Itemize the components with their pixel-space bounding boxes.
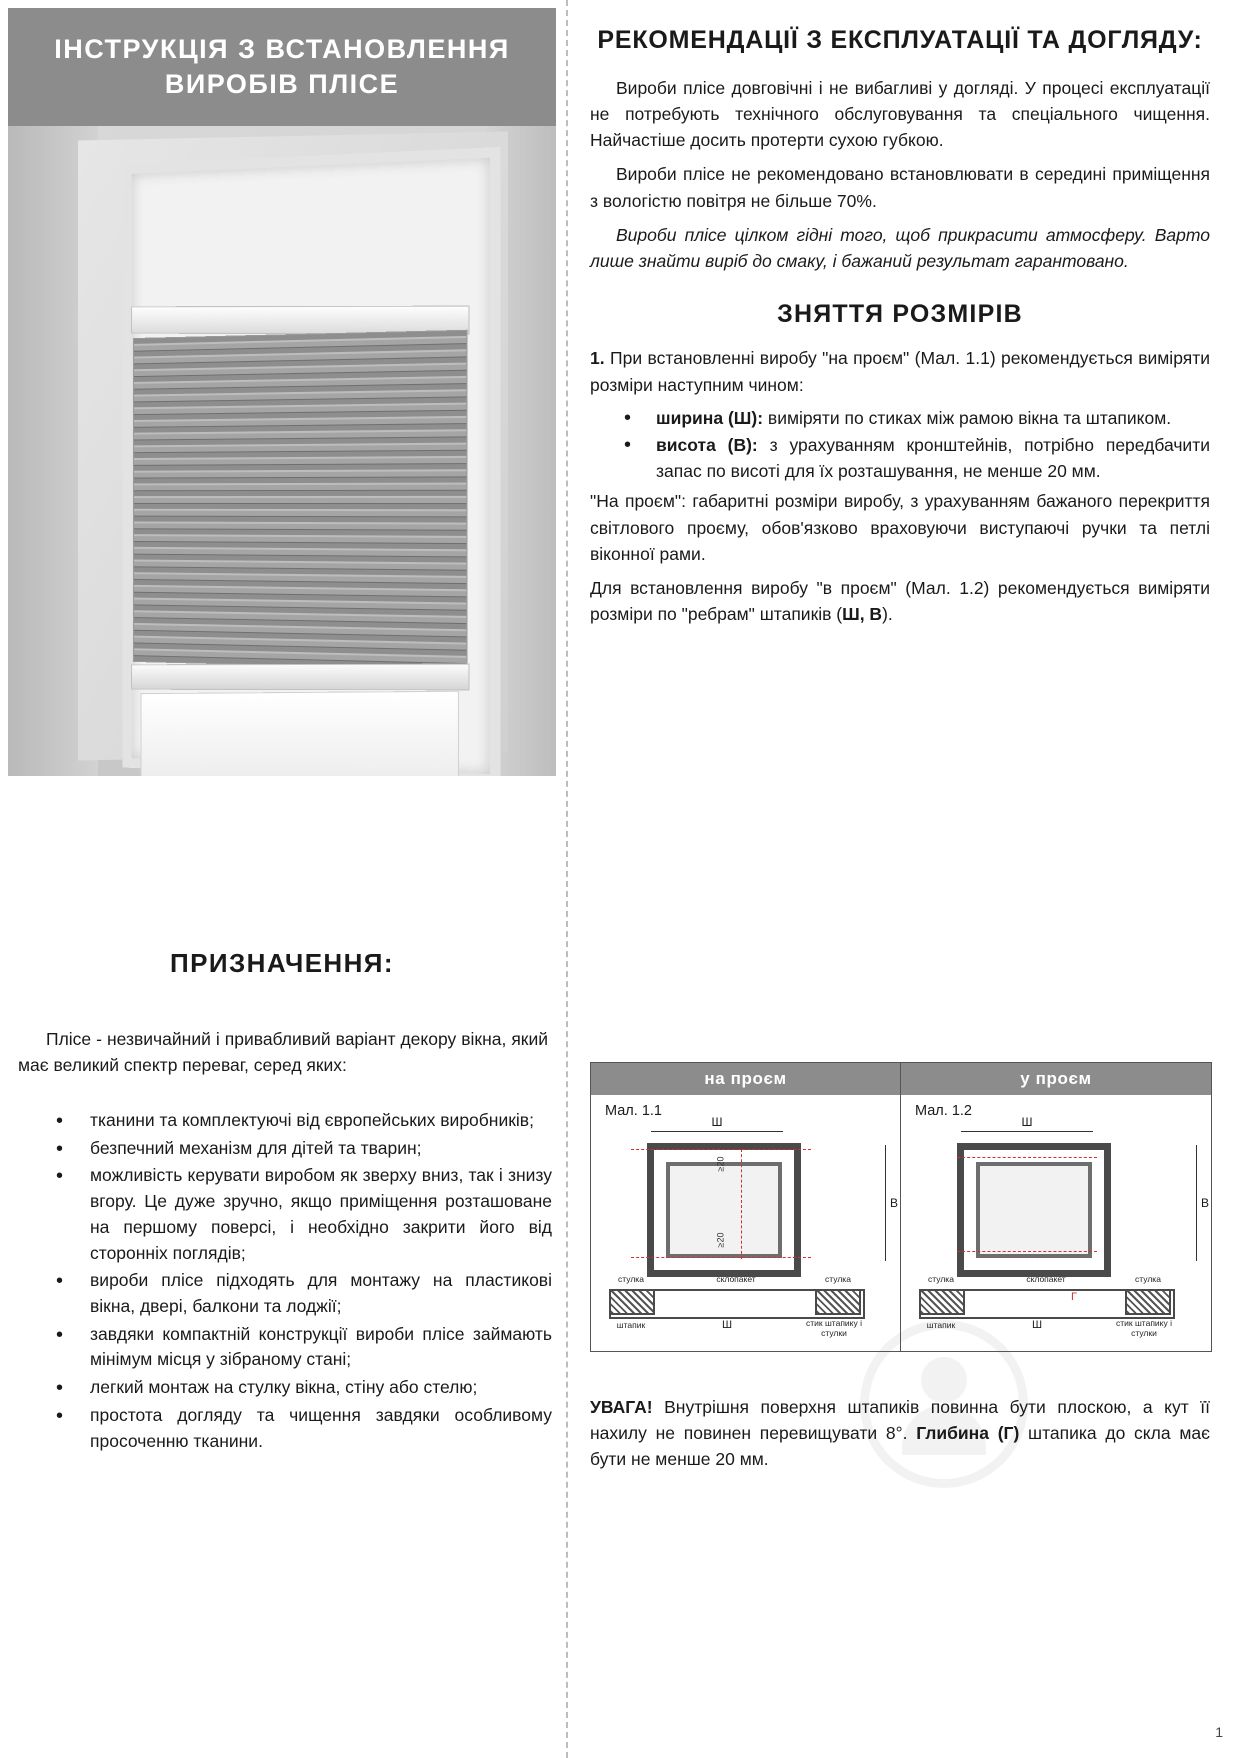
list-item: • тканини та комплектуючі від європейських виробників; [44,1108,552,1134]
measurement-intro-text: При встановленні виробу "на проєм" (Мал. 1.1) рекомендується виміряти розміри наступним чином: [590,348,1210,395]
diagram-left-body [591,1115,900,1349]
measurement-height-text: з урахуванням кронштейнів, потрібно передбачити запас по висоті для їх розташування, не менше 20 мм. [656,434,1211,481]
purpose-benefits-list [44,1108,552,1456]
diagram-note-sash-left: стулка [618,1274,644,1284]
measurement-width-text: виміряти по стиках між рамою вікна та штапиком. [763,407,1172,428]
list-item: • завдяки компактній конструкції вироби пліcе займають мінімум місця у зібраному стані; [44,1322,552,1373]
fold-line-divider [566,0,568,1758]
diagram-right-caption: Мал. 1.2 [915,1103,972,1119]
diagram-overlap-line-vertical [741,1149,742,1259]
care-paragraph-2: Вироби пліcе не рекомендовано встановлювати в середині приміщення з вологістю повітря не більше 70%. [590,164,1210,211]
diagram-right-body [901,1115,1211,1349]
list-item [590,406,1210,432]
diagram-overlap-line-top [631,1149,811,1150]
diagram-profile-hatch-left [919,1289,965,1315]
diagram-overlap-line-bottom [631,1257,811,1258]
measurement-intro [590,345,1210,398]
diagram-profile-hatch-left [609,1289,655,1315]
inframe-text-a: Для встановлення виробу "в проєм" (Мал. 1.2) рекомендується виміряти розміри по "ребрам" штапиків ( [590,578,1210,625]
attention-text-c: штапика до скла має бути не менше 20 мм. [590,1422,1211,1469]
diagram-note-glass-unit: склопакет [1026,1274,1066,1284]
attention-label: УВАГА! [590,1396,653,1417]
diagram-margin-bottom-label: ≥20 [715,1232,726,1248]
diagram-note-bead-left: штапик [616,1320,646,1330]
purpose-intro-text: Пліcе - незвичайний і привабливий варіант декору вікна, який має великий спектр переваг, серед яких: [18,1028,548,1075]
purpose-heading: ПРИЗНАЧЕННЯ: [170,948,394,978]
diagram-inner-line-top [957,1157,1097,1158]
diagram-profile-section [911,1274,1181,1343]
page-number: 1 [1215,1724,1223,1740]
photo-blind-bottom-rail [131,664,469,691]
diagram-profile-hatch-right [1125,1289,1171,1315]
list-item: • безпечний механізм для дітей та тварин; [44,1136,552,1162]
photo-window-glass [141,691,459,776]
diagram-height-label: В [890,1196,899,1210]
attention-text-a: Внутрішня поверхня штапиків повинна бути плоскою, а кут її нахилу не повинен перевищувати 8°. [590,1396,1210,1443]
right-column [590,24,1210,636]
measurements-heading: ЗНЯТТЯ РОЗМІРІВ [777,300,1023,329]
list-item: • простота догляду та чищення завдяки особливому просоченню тканини. [44,1403,552,1454]
list-item: • легкий монтаж на стулку вікна, стіну або стелю; [44,1375,552,1401]
diagram-note-width: Ш [721,1319,733,1331]
diagram-note-depth: Г [1071,1291,1077,1303]
diagram-note-glass-unit: склопакет [716,1274,756,1284]
diagram-width-dimension [961,1115,1093,1132]
diagram-inner-line-bottom [957,1251,1097,1252]
measurement-step-number: 1. [590,348,605,369]
diagram-note-bead-joint: стик штапику і стулки [1116,1318,1172,1338]
diagram-profile-section [601,1274,871,1343]
document-title-banner [8,8,556,126]
measurement-width-label: ширина (Ш): [656,407,764,428]
diagram-width-dimension [651,1115,783,1132]
care-paragraph-3: Вироби пліcе цілком гідні того, щоб прикрасити атмосферу. Варто лише знайти виріб до смаку, і бажаний результат гарантовано. [590,224,1210,271]
measurement-height-label: висота (В): [656,434,758,455]
diagram-left-header: на проєм [591,1063,900,1095]
attention-depth-bold: Глибина (Г) [916,1422,1020,1443]
attention-note [590,1394,1210,1473]
diagram-width-label: Ш [709,1115,726,1129]
measurement-paragraph-inframe [590,575,1210,628]
diagram-in-frame [901,1063,1211,1351]
list-item: • вироби пліcе підходять для монтажу на пластикові вікна, двері, балкони та лоджії; [44,1268,552,1319]
diagram-height-dimension [885,1145,899,1261]
diagram-note-bead-left: штапик [926,1320,956,1330]
measurement-diagram-panel [590,1062,1212,1352]
care-paragraph-1: Вироби пліcе довговічні і не вибагливі у догляді. У процесі експлуатації не потребують технічного обслуговування та спеціального чищення. Найчастіше досить протерти сухою губкою. [590,77,1210,150]
diagram-left-caption: Мал. 1.1 [605,1103,662,1119]
diagram-window-sash [976,1162,1092,1258]
measurement-paragraph-onframe: "На проєм": габаритні розміри виробу, з урахуванням бажаного перекриття світлового проєму, обов'язково враховуючи виступаючі ручки та петлі віконної рами. [590,491,1210,564]
left-column [8,8,556,1748]
photo-blind-pleats [133,330,467,671]
diagram-width-label: Ш [1019,1115,1036,1129]
diagram-margin-top-label: ≥20 [715,1156,726,1172]
diagram-note-sash-right: стулка [825,1274,851,1284]
measurement-items-list [590,406,1210,485]
diagram-height-label: В [1201,1196,1210,1210]
list-item [590,433,1210,485]
diagram-window-frame [957,1143,1111,1277]
diagram-note-sash-right: стулка [1135,1274,1161,1284]
diagram-note-width: Ш [1031,1319,1043,1331]
list-item: • можливість керувати виробом як зверху вниз, так і знизу вгору. Це дуже зручно, якщо приміщення розташоване на першому поверсі, і необхідно закрити його від сторонніх поглядів; [44,1163,552,1266]
inframe-text-c: ). [882,604,893,625]
diagram-profile-hatch-right [815,1289,861,1315]
inframe-dims-bold: Ш, В [842,604,883,625]
diagram-note-sash-left: стулка [928,1274,954,1284]
product-photo [8,126,556,776]
diagram-right-header: у проєм [901,1063,1211,1095]
diagram-note-bead-joint: стик штапику і стулки [806,1318,862,1338]
diagram-height-dimension [1196,1145,1210,1261]
diagram-on-frame [591,1063,901,1351]
care-recommendations-heading: РЕКОМЕНДАЦІЇ З ЕКСПЛУАТАЦІЇ ТА ДОГЛЯДУ: [597,26,1203,54]
page-title: ІНСТРУКЦІЯ З ВСТАНОВЛЕННЯ ВИРОБІВ ПЛІСЕ [54,34,510,99]
